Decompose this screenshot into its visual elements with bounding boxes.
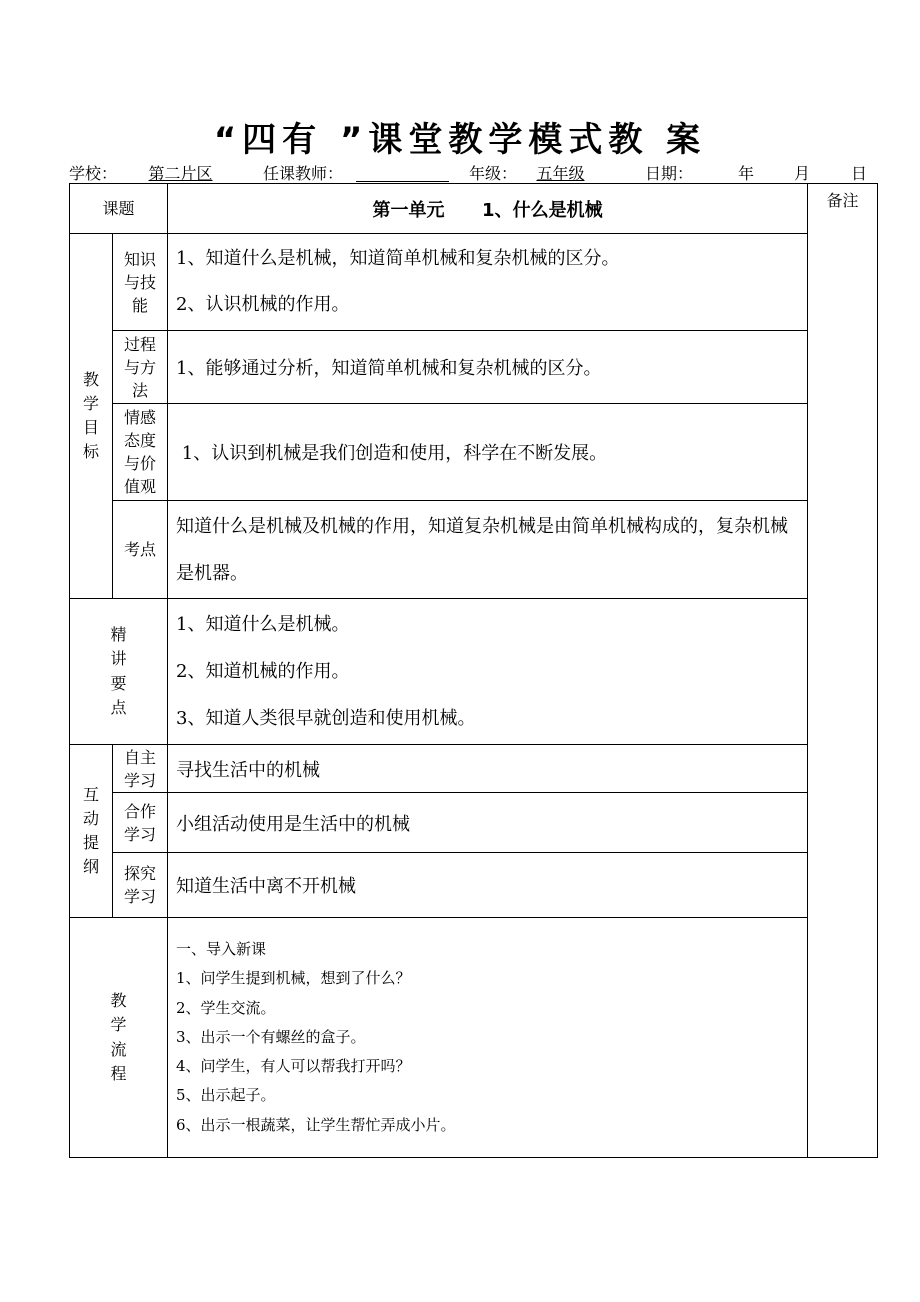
lesson-plan-table — [69, 183, 878, 1158]
topic-value: 第一单元 1、什么是机械 — [168, 184, 808, 234]
date-label: 日期： — [645, 164, 694, 183]
flow-item-6: 6、出示一根蔬菜，让学生帮忙弄成小片。 — [176, 1115, 456, 1134]
month-label: 月 — [794, 164, 811, 183]
exam-text: 知道什么是机械及机械的作用，知道复杂机械是由简单机械构成的，复杂机械是机器。 — [176, 515, 789, 584]
keypoints-label-cell — [70, 599, 168, 745]
goals-label-cell — [70, 234, 113, 599]
teacher-underline — [356, 181, 449, 182]
flow-label: 教学流程 — [110, 990, 127, 1083]
emotion-label: 情感态度与价值观 — [123, 408, 156, 496]
coop-study-label-cell — [113, 793, 168, 853]
emotion-label-cell — [113, 404, 168, 501]
coop-study-label: 合作学习 — [123, 801, 156, 844]
grade-value: 五年级 — [536, 164, 585, 183]
knowledge-item-1: 1、知道什么是机械，知道简单机械和复杂机械的区分。 — [176, 248, 620, 269]
explore-study-text: 知道生活中离不开机械 — [168, 853, 808, 918]
process-item-1: 1、能够通过分析，知道简单机械和复杂机械的区分。 — [176, 358, 602, 379]
exam-content — [168, 501, 808, 599]
day-label: 日 — [851, 164, 868, 183]
keypoints-label: 精讲要点 — [110, 624, 127, 717]
flow-item-4: 4、问学生，有人可以帮我打开吗？ — [176, 1057, 411, 1076]
knowledge-content — [168, 234, 808, 331]
explore-study-label-cell — [113, 853, 168, 918]
flow-label-cell — [70, 918, 168, 1158]
self-study-text: 寻找生活中的机械 — [168, 745, 808, 793]
process-content — [168, 331, 808, 404]
remarks-column — [808, 184, 878, 1158]
explore-study-label: 探究学习 — [123, 864, 156, 906]
remarks-label: 备注 — [826, 191, 859, 210]
interaction-label-cell — [70, 745, 113, 918]
goals-label: 教学目标 — [82, 370, 99, 461]
self-study-label-cell — [113, 745, 168, 793]
flow-item-1: 1、问学生提到机械，想到了什么？ — [176, 969, 411, 988]
knowledge-label-cell — [113, 234, 168, 331]
flow-item-5: 5、出示起子。 — [176, 1086, 276, 1105]
process-method-label: 过程与方法 — [123, 334, 156, 400]
keypoint-item-3: 3、知道人类很早就创造和使用机械。 — [176, 708, 476, 729]
self-study-label: 自主学习 — [123, 747, 156, 790]
school-value: 第二片区 — [148, 164, 213, 183]
flow-item-3: 3、出示一个有螺丝的盒子。 — [176, 1027, 366, 1046]
interaction-label: 互动提纲 — [82, 785, 99, 876]
emotion-content — [168, 404, 808, 501]
process-label-cell — [113, 331, 168, 404]
flow-item-2: 2、学生交流。 — [176, 998, 276, 1017]
exam-label: 考点 — [113, 501, 168, 599]
emotion-item-1: 1、认识到机械是我们创造和使用，科学在不断发展。 — [176, 443, 608, 464]
topic-label: 课题 — [70, 184, 168, 234]
school-label: 学校： — [69, 164, 118, 183]
flow-content — [168, 918, 808, 1158]
grade-label: 年级： — [469, 164, 518, 183]
coop-study-text: 小组活动使用是生活中的机械 — [168, 793, 808, 853]
keypoints-content — [168, 599, 808, 745]
keypoint-item-1: 1、知道什么是机械。 — [176, 614, 350, 635]
knowledge-label: 知识与技能 — [123, 249, 156, 315]
year-label: 年 — [738, 164, 755, 183]
page-title: “四有 ”课堂教学模式教 案 — [213, 120, 707, 160]
flow-item-0: 一、导入新课 — [176, 939, 267, 958]
keypoint-item-2: 2、知道机械的作用。 — [176, 661, 350, 682]
teacher-label: 任课教师： — [263, 164, 344, 183]
knowledge-item-2: 2、认识机械的作用。 — [176, 294, 350, 315]
